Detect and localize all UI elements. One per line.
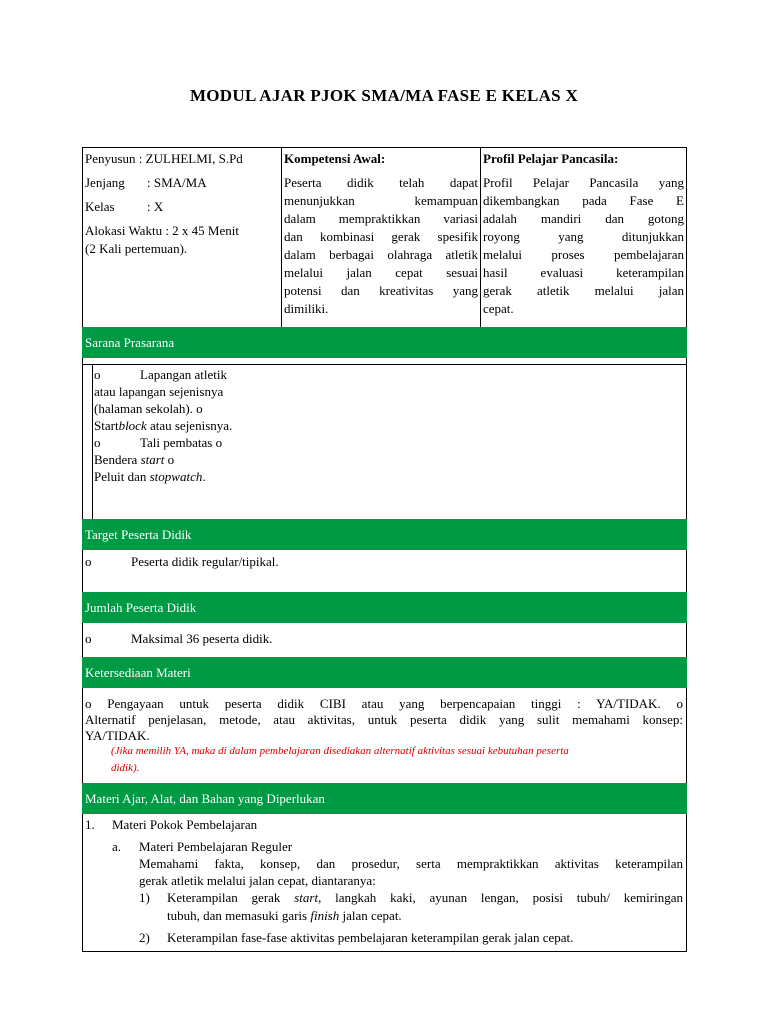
- section-header-materi: Materi Ajar, Alat, dan Bahan yang Diperlukan: [82, 783, 687, 814]
- sarana-list: [94, 366, 394, 485]
- sarana-item: Peluit dan stopwatch.: [94, 469, 206, 484]
- kompetensi-line: melalui jalan cepat sesuai: [284, 265, 478, 280]
- profil-line: adalah mandiri dan gotong: [483, 211, 684, 226]
- profil-line: Profil Pelajar Pancasila yang: [483, 175, 684, 190]
- column-divider: [480, 147, 481, 327]
- bullet-icon: o: [167, 452, 175, 467]
- penyusun: Penyusun : ZULHELMI, S.Pd: [85, 151, 243, 166]
- bullet-icon: o: [196, 401, 203, 416]
- jumlah-item: o Maksimal 36 peserta didik.: [85, 631, 273, 646]
- ketersediaan-line: YA/TIDAK.: [85, 728, 150, 743]
- kompetensi-line: menunjukkan kemampuan: [284, 193, 478, 208]
- materi-item-a: a. Materi Pembelajaran Reguler: [112, 839, 293, 854]
- list-number: 1): [139, 890, 150, 905]
- ketersediaan-text: [85, 696, 683, 744]
- section-header-ketersediaan: Ketersediaan Materi: [82, 657, 687, 688]
- section-header-target: Target Peserta Didik: [82, 519, 687, 550]
- kompetensi-line: dan kombinasi gerak spesifik: [284, 229, 478, 244]
- materi-subitem-2: 2) Keterampilan fase-fase aktivitas pembelajaran keterampilan gerak jalan cepat.: [139, 930, 574, 945]
- profil-line: cepat.: [483, 301, 514, 316]
- kelas-label: Kelas: [85, 199, 115, 214]
- materi-paragraph: Memahami fakta, konsep, dan prosedur, serta mempraktikkan aktivitas keterampilan gerak atletik melalui jalan cepat, diantaranya:: [139, 856, 683, 888]
- profil-line: hasil evaluasi keterampilan: [483, 265, 684, 280]
- bullet-icon: o: [94, 367, 101, 382]
- ketersediaan-note: (Jika memilih YA, maka di dalam pembelajaran disediakan alternatif aktivitas sesuai kebutuhan peserta didik).: [111, 745, 569, 774]
- profil-heading: Profil Pelajar Pancasila:: [483, 151, 619, 166]
- jenjang-value: : SMA/MA: [147, 175, 207, 190]
- info-cell: [85, 150, 277, 258]
- kompetensi-cell: [284, 150, 478, 318]
- page-title: MODUL AJAR PJOK SMA/MA FASE E KELAS X: [189, 86, 579, 105]
- jenjang: [85, 174, 277, 198]
- target-item: o Peserta didik regular/tipikal.: [85, 554, 279, 569]
- list-letter: a.: [112, 839, 122, 854]
- profil-line: royong yang ditunjukkan: [483, 229, 684, 244]
- inner-cell-border: [92, 364, 93, 519]
- profil-cell: [483, 150, 684, 318]
- list-number: 1.: [85, 817, 95, 832]
- ketersediaan-line: Alternatif penjelasan, metode, atau aktivitas, untuk peserta didik yang sulit memahami konsep:: [85, 712, 683, 727]
- ketersediaan-line: o Pengayaan untuk peserta didik CIBI atau yang berpencapaian tinggi : YA/TIDAK. o: [85, 696, 683, 711]
- profil-line: dikembangkan pada Fase E: [483, 193, 684, 208]
- kelas: [85, 198, 277, 222]
- kompetensi-line: potensi dan kreativitas yang: [284, 283, 478, 298]
- bullet-icon: o: [85, 554, 92, 569]
- kompetensi-line: dimiliki.: [284, 301, 329, 316]
- divider: [82, 364, 687, 365]
- kelas-value: : X: [147, 199, 164, 214]
- sarana-item: Startblock atau sejenisnya.: [94, 418, 233, 433]
- section-header-sarana: Sarana Prasarana: [82, 327, 687, 358]
- kompetensi-heading: Kompetensi Awal:: [284, 151, 386, 166]
- profil-line: melalui proses pembelajaran: [483, 247, 684, 262]
- section-header-jumlah: Jumlah Peserta Didik: [82, 592, 687, 623]
- kompetensi-line: Peserta didik telah dapat: [284, 175, 478, 190]
- kompetensi-line: dalam mempraktikkan variasi: [284, 211, 478, 226]
- sarana-item: o Tali pembatas o: [94, 435, 223, 450]
- sarana-item: atau lapangan sejenisnya: [94, 384, 224, 399]
- sarana-item: o Lapangan atletik: [94, 367, 227, 382]
- bullet-icon: o: [85, 631, 92, 646]
- list-number: 2): [139, 930, 150, 945]
- materi-subitem-1: 1) Keterampilan gerak start, langkah kaki, ayunan lengan, posisi tubuh/ kemiringan tubuh, dan memasuki garis finish jalan cepat.: [139, 890, 683, 923]
- bullet-icon: o: [94, 435, 101, 450]
- jenjang-label: Jenjang: [85, 175, 125, 190]
- jumlah-pertemuan: (2 Kali pertemuan).: [85, 241, 188, 256]
- column-divider: [281, 147, 282, 327]
- kompetensi-line: dalam berbagai olahraga atletik: [284, 247, 478, 262]
- sarana-item: Bendera start o: [94, 452, 175, 467]
- profil-line: gerak atletik melalui jalan: [483, 283, 684, 298]
- materi-item-1: 1. Materi Pokok Pembelajaran: [85, 817, 258, 832]
- bullet-icon: o: [215, 435, 223, 450]
- alokasi-waktu: Alokasi Waktu : 2 x 45 Menit: [85, 223, 239, 238]
- sarana-item: (halaman sekolah). o: [94, 401, 203, 416]
